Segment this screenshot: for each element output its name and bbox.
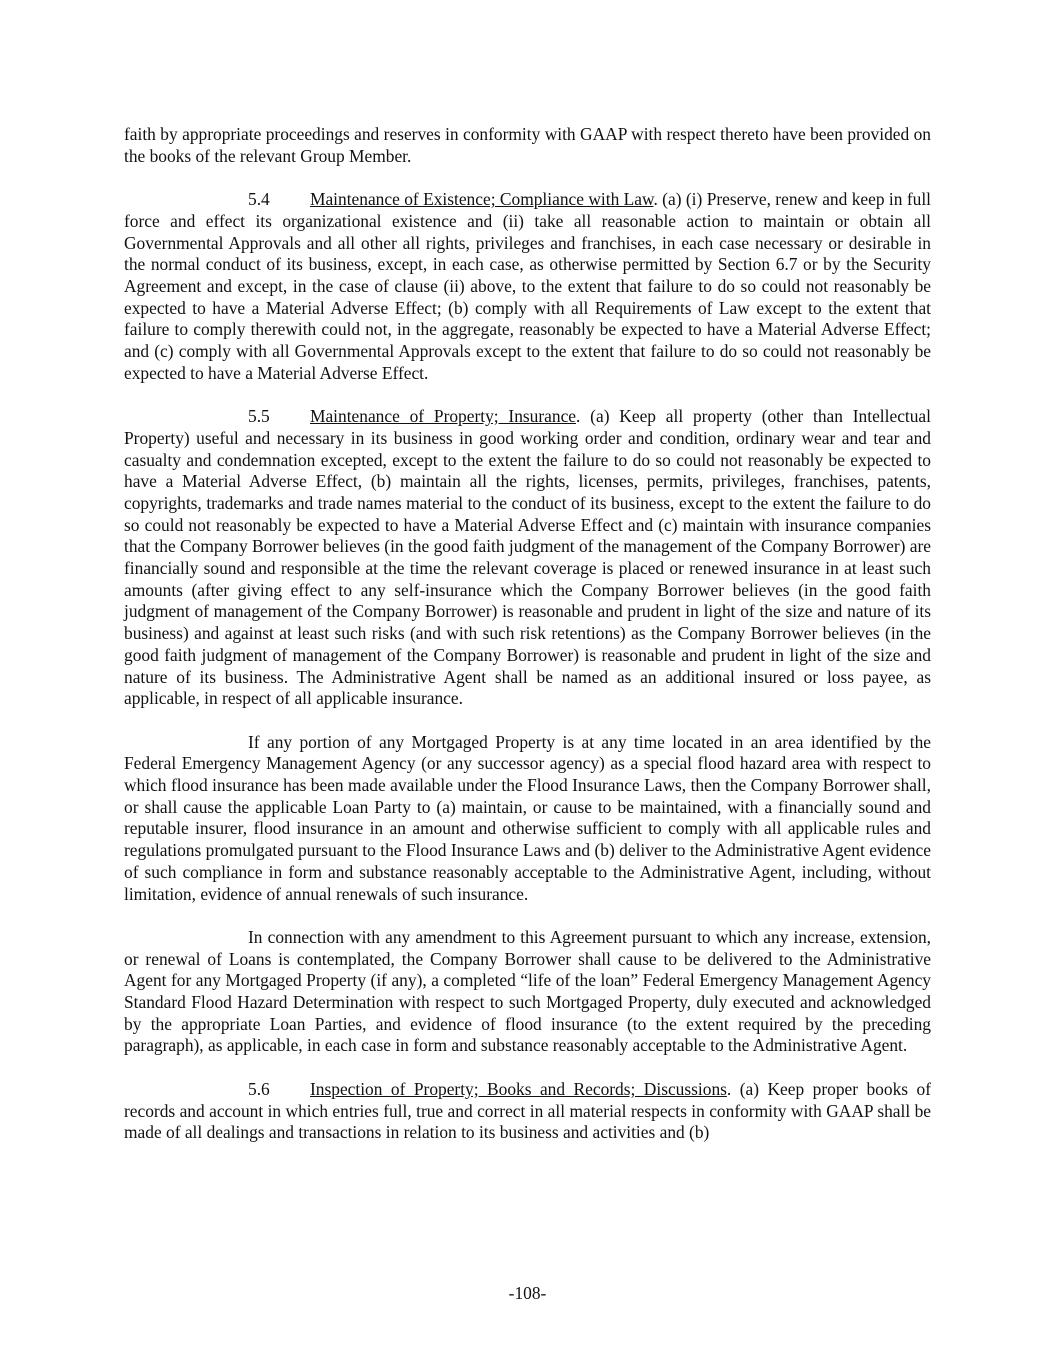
section-body: . (a) (i) Preserve, renew and keep in full force and effect its organizational existence and (ii) take all reasonable action to maintain or obtain all Governmental Approvals and all other all rights, privileges and franchises, in each case necessary or desirable in the normal conduct of its business, except, in each case, as otherwise permitted by Section 6.7 or by the Security Agreement and except, in the case of clause (ii) above, to the extent that failure to do so could not reasonably be expected to have a Material Adverse Effect; (b) comply with all Requirements of Law except to the extent that failure to comply therewith could not, in the aggregate, reasonably be expected to have a Material Adverse Effect; and (c) comply with all Governmental Approvals except to the extent that failure to do so could not reasonably be expected to have a Material Adverse Effect. [124, 189, 931, 383]
document-page [124, 124, 931, 1166]
section-5-4 [124, 189, 931, 384]
section-heading: Inspection of Property; Books and Records; Discussions [310, 1078, 727, 1099]
amendment-paragraph [124, 927, 931, 1057]
section-number: 5.6 [248, 1078, 270, 1099]
section-5-6 [124, 1079, 931, 1144]
section-5-5 [124, 406, 931, 710]
paragraph-text: In connection with any amendment to this Agreement pursuant to which any increase, extension, or renewal of Loans is contemplated, the Company Borrower shall cause to be delivered to the Administrative Agent for any Mortgaged Property (if any), a completed “life of the loan” Federal Emergency Management Agency Standard Flood Hazard Determination with respect to such Mortgaged Property, duly executed and acknowledged by the appropriate Loan Parties, and evidence of flood insurance (to the extent required by the preceding paragraph), as applicable, in each case in form and substance reasonably acceptable to the Administrative Agent. [124, 926, 931, 1056]
section-number: 5.5 [248, 406, 270, 427]
section-number: 5.4 [248, 189, 270, 210]
section-heading: Maintenance of Existence; Compliance with Law [310, 189, 654, 210]
flood-insurance-paragraph [124, 732, 931, 906]
intro-paragraph: faith by appropriate proceedings and reserves in conformity with GAAP with respect thereto have been provided on the books of the relevant Group Member. [124, 124, 931, 166]
paragraph-text: If any portion of any Mortgaged Property is at any time located in an area identified by the Federal Emergency Management Agency (or any successor agency) as a special flood hazard area with respect to which flood insurance has been made available under the Flood Insurance Laws, then the Company Borrower shall, or shall cause the applicable Loan Party to (a) maintain, or cause to be maintained, with a financially sound and reputable insurer, flood insurance in an amount and otherwise sufficient to comply with all applicable rules and regulations promulgated pursuant to the Flood Insurance Laws and (b) deliver to the Administrative Agent evidence of such compliance in form and substance reasonably acceptable to the Administrative Agent, including, without limitation, evidence of annual renewals of such insurance. [124, 731, 931, 904]
section-body: . (a) Keep proper books of records and account in which entries full, true and correct in all material respects in conformity with GAAP shall be made of all dealings and transactions in relation to its business and activities and (b) [124, 1078, 931, 1143]
section-heading: Maintenance of Property; Insurance [310, 406, 577, 427]
page-number: -108- [508, 1283, 547, 1303]
section-body: . (a) Keep all property (other than Intellectual Property) useful and necessary in its business in good working order and condition, ordinary wear and tear and casualty and condemnation excepted, except to the extent the failure to do so could not reasonably be expected to have a Material Adverse Effect, (b) maintain all the rights, licenses, permits, privileges, franchises, patents, copyrights, trademarks and trade names material to the conduct of its business, except to the extent the failure to do so could not reasonably be expected to have a Material Adverse Effect and (c) maintain with insurance companies that the Company Borrower believes (in the good faith judgment of the management of the Company Borrower) are financially sound and responsible at the time the relevant coverage is placed or renewed insurance in at least such amounts (after giving effect to any self-insurance which the Company Borrower believes (in the good faith judgment of management of the Company Borrower) is reasonable and prudent in light of the size and nature of its business) and against at least such risks (and with such risk retentions) as the Company Borrower believes (in the good faith judgment of management of the Company Borrower) is reasonable and prudent in light of the size and nature of its business. The Administrative Agent shall be named as an additional insured or loss payee, as applicable, in respect of all applicable insurance. [124, 406, 931, 709]
